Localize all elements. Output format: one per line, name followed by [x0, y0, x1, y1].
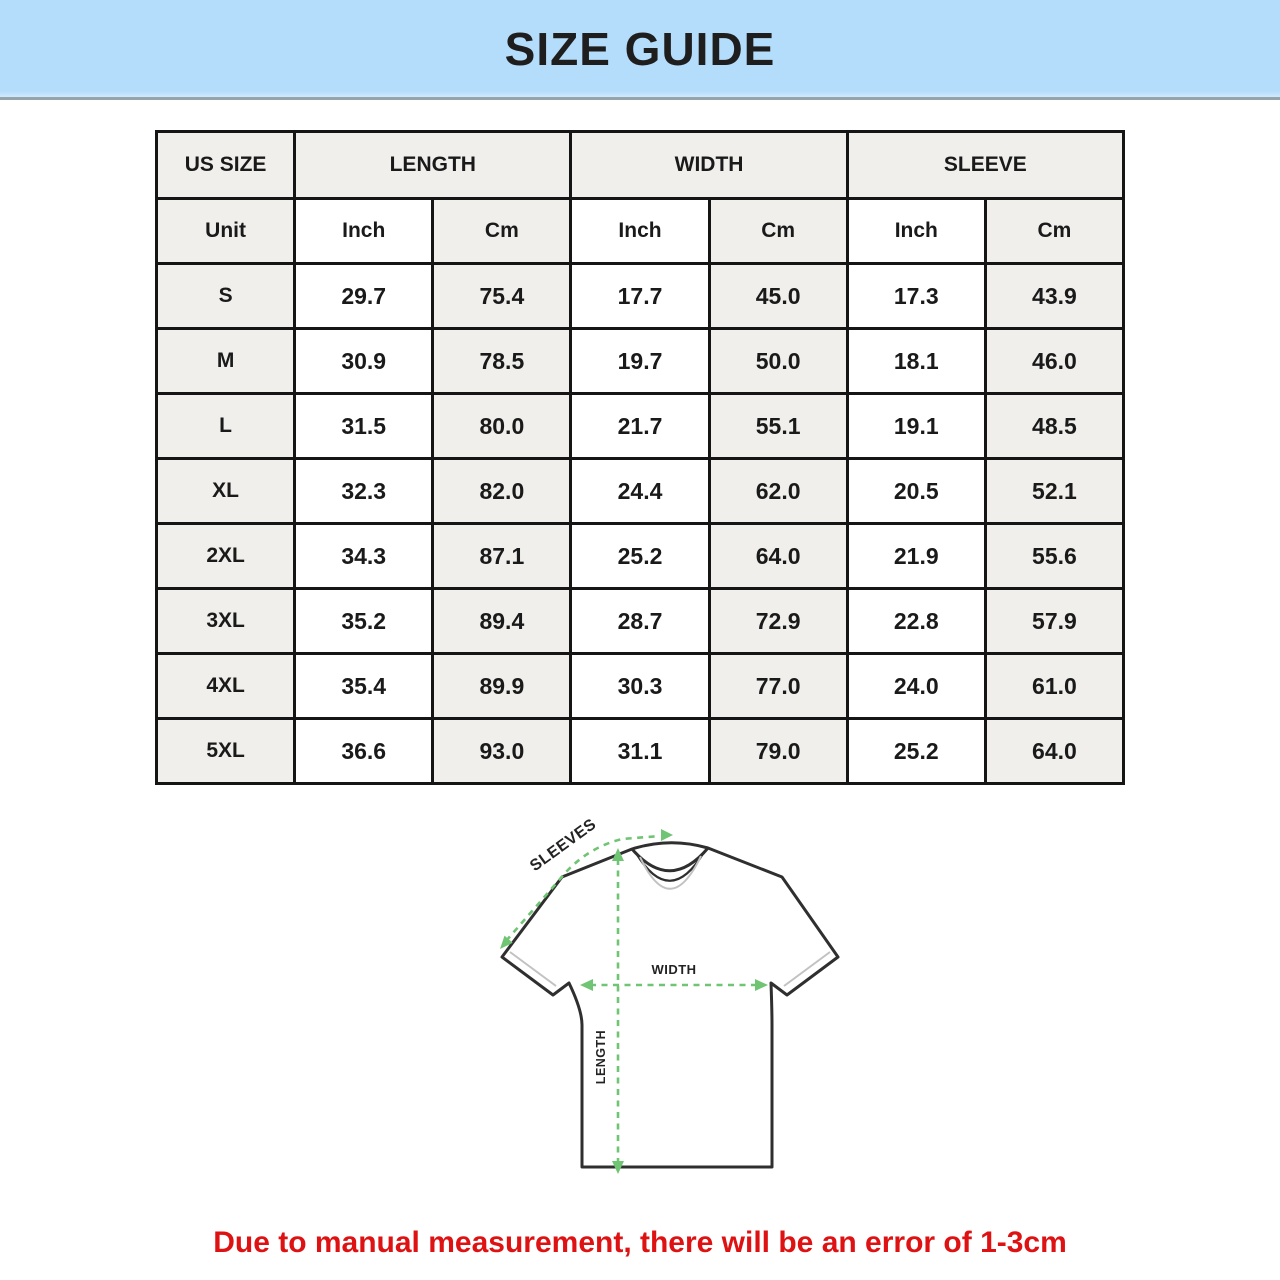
value-cell: 17.3	[847, 264, 985, 329]
unit-cell: Inch	[295, 199, 433, 264]
value-cell: 31.5	[295, 394, 433, 459]
size-table	[155, 130, 1125, 785]
sleeves-arrow-upper-icon	[661, 829, 673, 841]
size-cell: XL	[157, 459, 295, 524]
table-unit-header-row	[157, 199, 1124, 264]
banner	[0, 0, 1280, 100]
size-cell: L	[157, 394, 295, 459]
value-cell: 28.7	[571, 589, 709, 654]
value-cell: 93.0	[433, 719, 571, 784]
value-cell: 62.0	[709, 459, 847, 524]
value-cell: 29.7	[295, 264, 433, 329]
value-cell: 57.9	[985, 589, 1123, 654]
value-cell: 36.6	[295, 719, 433, 784]
table-row	[157, 589, 1124, 654]
value-cell: 50.0	[709, 329, 847, 394]
value-cell: 79.0	[709, 719, 847, 784]
unit-header: Unit	[157, 199, 295, 264]
size-cell: 4XL	[157, 654, 295, 719]
value-cell: 75.4	[433, 264, 571, 329]
value-cell: 82.0	[433, 459, 571, 524]
table-row	[157, 264, 1124, 329]
size-cell: 5XL	[157, 719, 295, 784]
value-cell: 80.0	[433, 394, 571, 459]
value-cell: 35.2	[295, 589, 433, 654]
value-cell: 21.9	[847, 524, 985, 589]
column-group-header: US SIZE	[157, 132, 295, 199]
value-cell: 34.3	[295, 524, 433, 589]
column-group-header: WIDTH	[571, 132, 847, 199]
value-cell: 19.1	[847, 394, 985, 459]
value-cell: 30.3	[571, 654, 709, 719]
value-cell: 77.0	[709, 654, 847, 719]
value-cell: 30.9	[295, 329, 433, 394]
value-cell: 61.0	[985, 654, 1123, 719]
value-cell: 52.1	[985, 459, 1123, 524]
table-row	[157, 459, 1124, 524]
unit-cell: Inch	[847, 199, 985, 264]
size-cell: 2XL	[157, 524, 295, 589]
value-cell: 46.0	[985, 329, 1123, 394]
value-cell: 31.1	[571, 719, 709, 784]
value-cell: 78.5	[433, 329, 571, 394]
tshirt-diagram	[470, 815, 900, 1215]
value-cell: 21.7	[571, 394, 709, 459]
value-cell: 45.0	[709, 264, 847, 329]
value-cell: 25.2	[847, 719, 985, 784]
diagram-label-length: LENGTH	[594, 1029, 608, 1085]
size-table-container	[155, 130, 1125, 785]
value-cell: 22.8	[847, 589, 985, 654]
value-cell: 64.0	[709, 524, 847, 589]
value-cell: 48.5	[985, 394, 1123, 459]
value-cell: 43.9	[985, 264, 1123, 329]
measurement-note: Due to manual measurement, there will be an error of 1-3cm	[213, 1226, 1067, 1259]
value-cell: 35.4	[295, 654, 433, 719]
diagram-label-width: WIDTH	[651, 962, 697, 977]
size-cell: 3XL	[157, 589, 295, 654]
unit-cell: Inch	[571, 199, 709, 264]
value-cell: 89.9	[433, 654, 571, 719]
unit-cell: Cm	[709, 199, 847, 264]
value-cell: 32.3	[295, 459, 433, 524]
value-cell: 20.5	[847, 459, 985, 524]
value-cell: 72.9	[709, 589, 847, 654]
value-cell: 24.4	[571, 459, 709, 524]
value-cell: 18.1	[847, 329, 985, 394]
value-cell: 55.1	[709, 394, 847, 459]
table-row	[157, 329, 1124, 394]
table-group-header-row	[157, 132, 1124, 199]
table-row	[157, 524, 1124, 589]
size-cell: M	[157, 329, 295, 394]
value-cell: 55.6	[985, 524, 1123, 589]
table-row	[157, 654, 1124, 719]
size-cell: S	[157, 264, 295, 329]
diagram-label-sleeves: SLEEVES	[527, 815, 600, 875]
tshirt-outline	[502, 843, 838, 1167]
unit-cell: Cm	[433, 199, 571, 264]
page-title: SIZE GUIDE	[504, 22, 776, 75]
unit-cell: Cm	[985, 199, 1123, 264]
value-cell: 64.0	[985, 719, 1123, 784]
column-group-header: LENGTH	[295, 132, 571, 199]
value-cell: 87.1	[433, 524, 571, 589]
table-row	[157, 719, 1124, 784]
column-group-header: SLEEVE	[847, 132, 1123, 199]
value-cell: 19.7	[571, 329, 709, 394]
value-cell: 24.0	[847, 654, 985, 719]
value-cell: 17.7	[571, 264, 709, 329]
value-cell: 89.4	[433, 589, 571, 654]
table-row	[157, 394, 1124, 459]
value-cell: 25.2	[571, 524, 709, 589]
